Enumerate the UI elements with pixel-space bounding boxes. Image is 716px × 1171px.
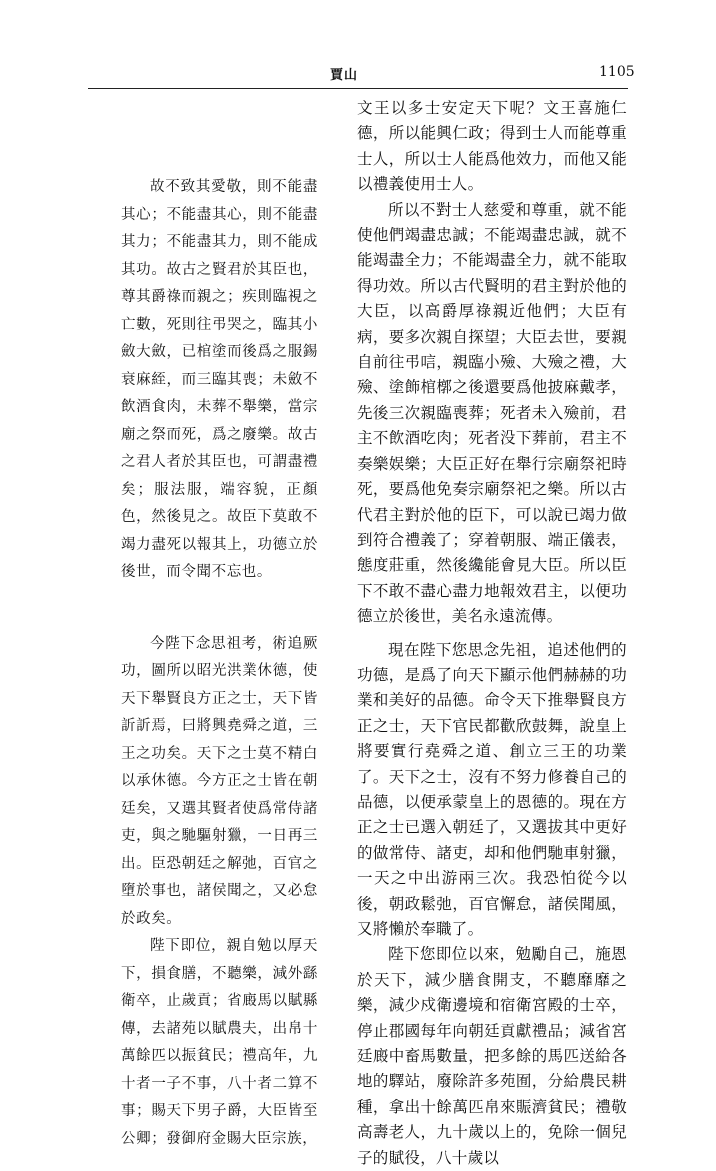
header-rule [88, 88, 628, 89]
original-text-column [121, 174, 318, 1153]
translation-paragraph-2: 現在陛下您思念先祖，追述他們的功德，是爲了向天下顯示他們赫赫的功業和美好的品德。命令天下推舉賢良方正之士，天下官民都歡欣鼓舞，說皇上將要實行堯舜之道、創立三王的功業了。天下之士，沒有不努力修養自己的品德，以便承蒙皇上的恩德的。現在方正之士已選入朝廷了，又選拔其中更好的做常侍、諸吏，却和他們馳車射獵，一天之中出游兩三次。我恐怕從今以後，朝政鬆弛，百官懈怠，諸侯聞風，又將懶於奉職了。 [357, 640, 627, 938]
page-number: 1105 [599, 64, 635, 80]
translation-paragraph-3: 陛下您即位以來，勉勵自己，施恩於天下，減少膳食開支，不聽靡靡之樂，減少戍衛邊境和宿衛宮殿的士卒，停止郡國每年向朝廷貢獻禮品；減省宮廷廄中畜馬數量，把多餘的馬匹送給各地的驛站，廢除許多苑囿，分給農民耕種，拿出十餘萬匹帛來賑濟貧民；禮敬高壽老人，九十歲以上的，免除一個兒子的賦役，八十歲以 [357, 945, 627, 1167]
original-paragraph-1: 故不致其愛敬，則不能盡其心；不能盡其心，則不能盡其力；不能盡其力，則不能成其功。故古之賢君於其臣也，尊其爵祿而親之；疾則臨視之亡數，死則往弔哭之，臨其小斂大斂，已棺塗而後爲之服錫衰麻絰，而三臨其喪；未斂不飲酒食肉，未葬不舉樂，當宗廟之祭而死，爲之廢樂。故古之君人者於其臣也，可謂盡禮矣；服法服，端容貌，正顏色，然後見之。故臣下莫敢不竭力盡死以報其上，功德立於後世，而令聞不忘也。 [121, 179, 318, 580]
original-paragraph-3: 陛下即位，親自勉以厚天下，損食膳，不聽樂，減外繇衛卒，止歲貢；省廄馬以賦縣傳，去諸苑以賦農夫，出帛十萬餘匹以振貧民；禮高年，九十者一子不事，八十者二算不事；賜天下男子爵，大臣皆至公卿；發御府金賜大臣宗族， [121, 938, 318, 1147]
translation-text-column [357, 96, 627, 1171]
running-header-title: 賈山 [330, 68, 359, 83]
translation-paragraph-1: 所以不對士人慈愛和尊重，就不能使他們竭盡忠誠；不能竭盡忠誠，就不能竭盡全力；不能竭盡全力，就不能取得功效。所以古代賢明的君主對於他的大臣，以高爵厚祿親近他們；大臣有病，要多次親自探望；大臣去世，要親自前往弔唁，親臨小殮、大殮之禮，大殮、塗飾棺槨之後還要爲他披麻戴孝，先後三次親臨喪葬；死者未入殮前，君主不飲酒吃肉；死者没下葬前，君主不奏樂娱樂；大臣正好在舉行宗廟祭祀時死，要爲他免奏宗廟祭祀之樂。所以古代君主對於他的臣下，可以說已竭力做到符合禮義了；穿着朝服、端正儀表，態度莊重，然後纔能會見大臣。所以臣下不敢不盡心盡力地報效君主，以便功德立於後世，美名永遠流傳。 [357, 200, 627, 626]
paragraph-gap [357, 630, 627, 638]
paragraph-gap [121, 587, 318, 631]
translation-paragraph-0: 文王以多士安定天下呢？文王喜施仁德，所以能興仁政；得到士人而能尊重士人，所以士人能爲他效力，而他又能以禮義使用士人。 [357, 99, 627, 194]
original-paragraph-2: 今陛下念思祖考，術追厥功，圖所以昭光洪業休德，使天下舉賢良方正之士，天下皆訢訢焉，曰將興堯舜之道，三王之功矣。天下之士莫不精白以承休德。今方正之士皆在朝廷矣，又選其賢者使爲常侍諸吏，與之馳驅射獵，一日再三出。臣恐朝廷之解弛，百官之墮於事也，諸侯聞之，又必怠於政矣。 [121, 635, 318, 927]
